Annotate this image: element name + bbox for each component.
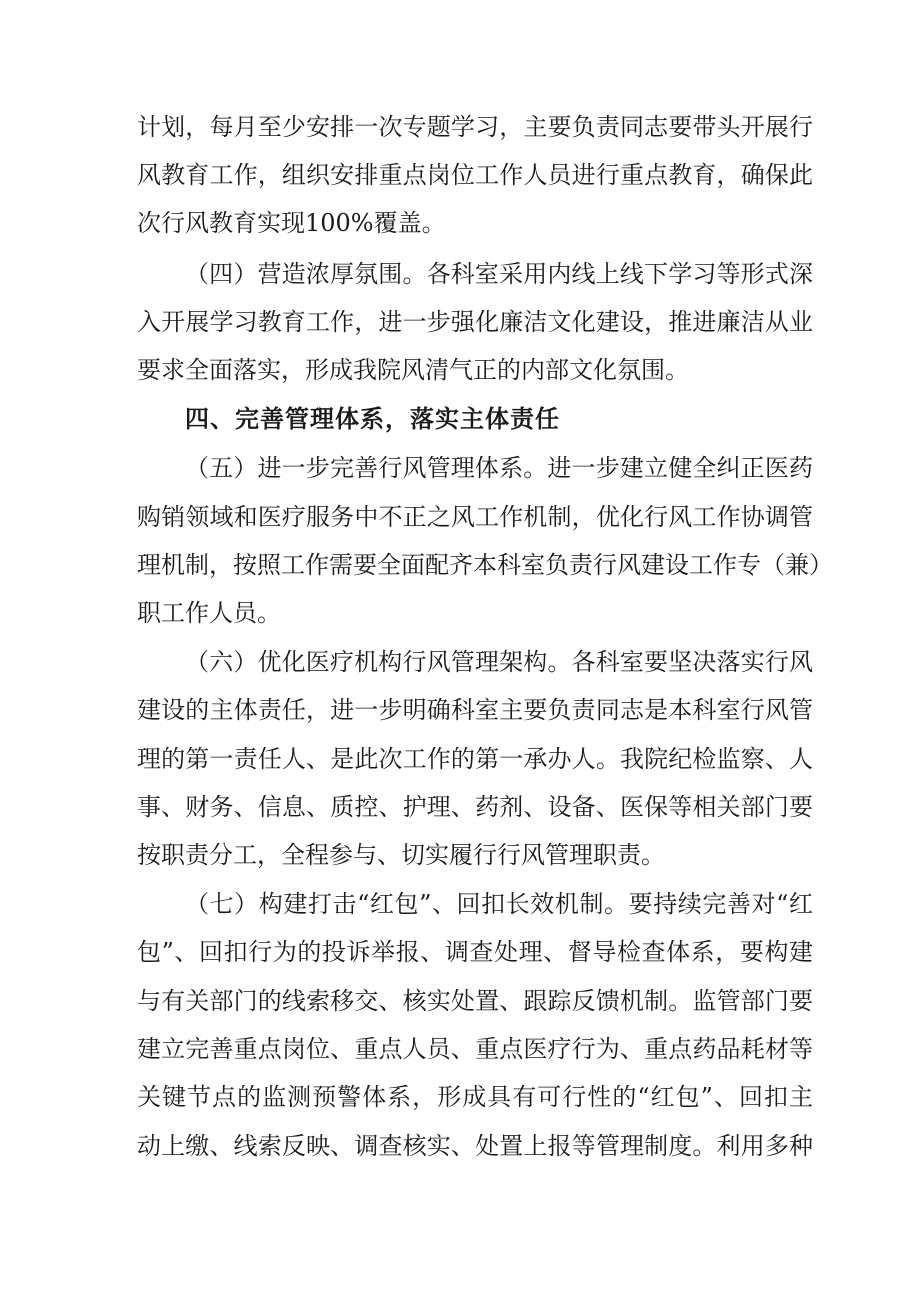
paragraph-5-line-2: 购销领域和医疗服务中不正之风工作机制，优化行风工作协调管: [137, 503, 813, 531]
paragraph-7-line-1: （七）构建打击“红包”、回扣长效机制。要持续完善对“红: [185, 890, 813, 918]
paragraph-5-line-3: 理机制，按照工作需要全面配齐本科室负责行风建设工作专（兼）: [137, 551, 833, 579]
paragraph-4-line-1: （四）营造浓厚氛围。各科室采用内线上线下学习等形式深: [185, 260, 813, 288]
paragraph-4-line-3: 要求全面落实，形成我院风清气正的内部文化氛围。: [137, 356, 689, 384]
paragraph-6-line-3: 理的第一责任人、是此次工作的第一承办人。我院纪检监察、人: [137, 745, 813, 773]
paragraph-5-line-4: 职工作人员。: [137, 599, 281, 627]
paragraph-7-line-2: 包”、回扣行为的投诉举报、调查处理、督导检查体系，要构建: [137, 938, 813, 966]
paragraph-6-line-4: 事、财务、信息、质控、护理、药剂、设备、医保等相关部门要: [137, 793, 813, 821]
paragraph-6-line-5: 按职责分工，全程参与、切实履行行风管理职责。: [137, 841, 665, 869]
paragraph-continuation-line-3: 次行风教育实现100%覆盖。: [137, 209, 446, 237]
paragraph-7-line-6: 动上缴、线索反映、调查核实、处置上报等管理制度。利用多种: [137, 1132, 813, 1160]
paragraph-4-line-2: 入开展学习教育工作，进一步强化廉洁文化建设，推进廉洁从业: [137, 308, 813, 336]
paragraph-continuation-line-1: 计划，每月至少安排一次专题学习，主要负责同志要带头开展行: [137, 113, 813, 141]
paragraph-5-line-1: （五）进一步完善行风管理体系。进一步建立健全纠正医药: [185, 454, 813, 482]
paragraph-7-line-5: 关键节点的监测预警体系，形成具有可行性的“红包”、回扣主: [137, 1083, 813, 1111]
paragraph-6-line-2: 建设的主体责任，进一步明确科室主要负责同志是本科室行风管: [137, 696, 813, 724]
paragraph-6-line-1: （六）优化医疗机构行风管理架构。各科室要坚决落实行风: [185, 648, 813, 676]
paragraph-continuation-line-2: 风教育工作，组织安排重点岗位工作人员进行重点教育，确保此: [137, 161, 813, 189]
section-heading-4: 四、完善管理体系，落实主体责任: [185, 405, 560, 433]
paragraph-7-line-3: 与有关部门的线索移交、核实处置、跟踪反馈机制。监管部门要: [137, 987, 813, 1015]
paragraph-7-line-4: 建立完善重点岗位、重点人员、重点医疗行为、重点药品耗材等: [137, 1035, 813, 1063]
